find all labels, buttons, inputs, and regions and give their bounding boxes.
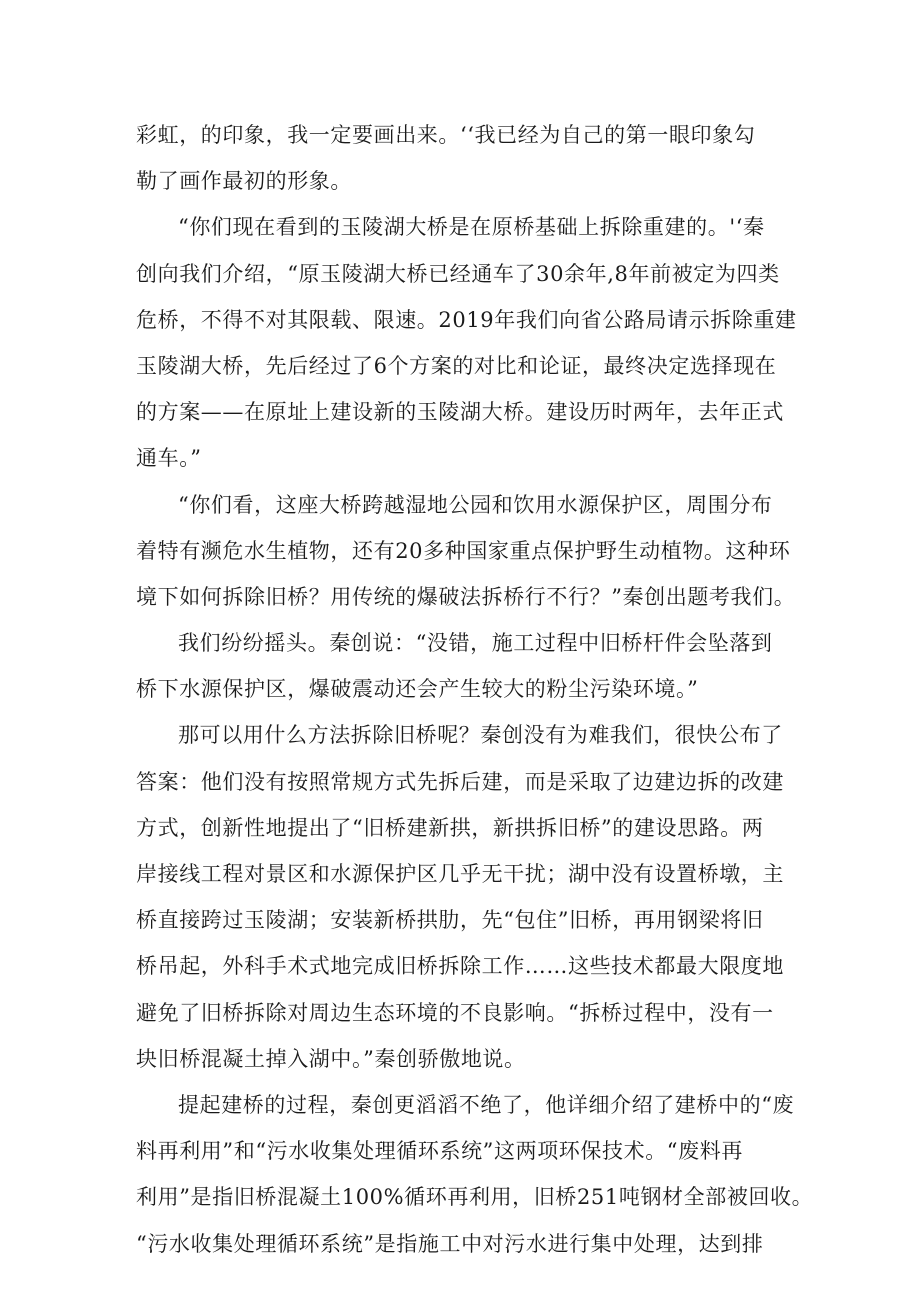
text-line: 境下如何拆除旧桥？用传统的爆破法拆桥行不行？”秦创出题考我们。 (136, 584, 796, 609)
text-line: 危桥，不得不对其限载、限速。2019年我们向省公路局请示拆除重建 (136, 307, 797, 332)
text-line: 玉陵湖大桥，先后经过了6个方案的对比和论证，最终决定选择现在 (136, 353, 777, 378)
text-line: “你们看，这座大桥跨越湿地公园和饮用水源保护区，周围分布 (178, 492, 773, 517)
text-line: 利用”是指旧桥混凝土100%循环再利用，旧桥251吨钢材全部被回收。 (136, 1185, 814, 1210)
text-line: “你们现在看到的玉陵湖大桥是在原桥基础上拆除重建的。'‘秦 (178, 215, 765, 240)
text-line: 答案：他们没有按照常规方式先拆后建，而是采取了边建边拆的改建 (136, 769, 784, 794)
text-line: 提起建桥的过程，秦创更滔滔不绝了，他详细介绍了建桥中的“废 (178, 1092, 795, 1117)
text-line: 创向我们介绍，“原玉陵湖大桥已经通车了30余年,8年前被定为四类 (136, 261, 780, 286)
text-line: 方式，创新性地提出了“旧桥建新拱，新拱拆旧桥”的建设思路。两 (136, 815, 764, 840)
text-line: 桥吊起，外科手术式地完成旧桥拆除工作……这些技术都最大限度地 (136, 954, 784, 979)
text-line: 勒了画作最初的形象。 (136, 169, 352, 194)
text-line: 避免了旧桥拆除对周边生态环境的不良影响。“拆桥过程中，没有一 (136, 1000, 774, 1025)
text-line: 那可以用什么方法拆除旧桥呢？秦创没有为难我们，很快公布了 (178, 723, 783, 748)
text-line: 我们纷纷摇头。秦创说：“没错，施工过程中旧桥杆件会坠落到 (178, 631, 773, 656)
text-line: 块旧桥混凝土掉入湖中。”秦创骄傲地说。 (136, 1046, 526, 1071)
text-line: 通车。” (136, 446, 202, 471)
text-line: 岸接线工程对景区和水源保护区几乎无干扰；湖中没有设置桥墩，主 (136, 862, 784, 886)
text-line: 的方案——在原址上建设新的玉陵湖大桥。建设历时两年，去年正式 (136, 400, 784, 425)
body-text (136, 112, 814, 1267)
text-line: 桥下水源保护区，爆破震动还会产生较大的粉尘污染环境。” (136, 677, 699, 702)
text-line: 彩虹，的印象，我一定要画出来。‘‘我已经为自己的第一眼印象勾 (136, 123, 756, 147)
text-line: “污水收集处理循环系统”是指施工中对污水进行集中处理，达到排 (136, 1231, 764, 1256)
text-line: 着特有濒危水生植物，还有20多种国家重点保护野生动植物。这种环 (136, 538, 791, 563)
text-line: 桥直接跨过玉陵湖；安装新桥拱肋，先“包住”旧桥，再用钢梁将旧 (136, 908, 764, 933)
text-line: 料再利用”和“污水收集处理循环系统”这两项环保技术。“废料再 (136, 1139, 743, 1164)
